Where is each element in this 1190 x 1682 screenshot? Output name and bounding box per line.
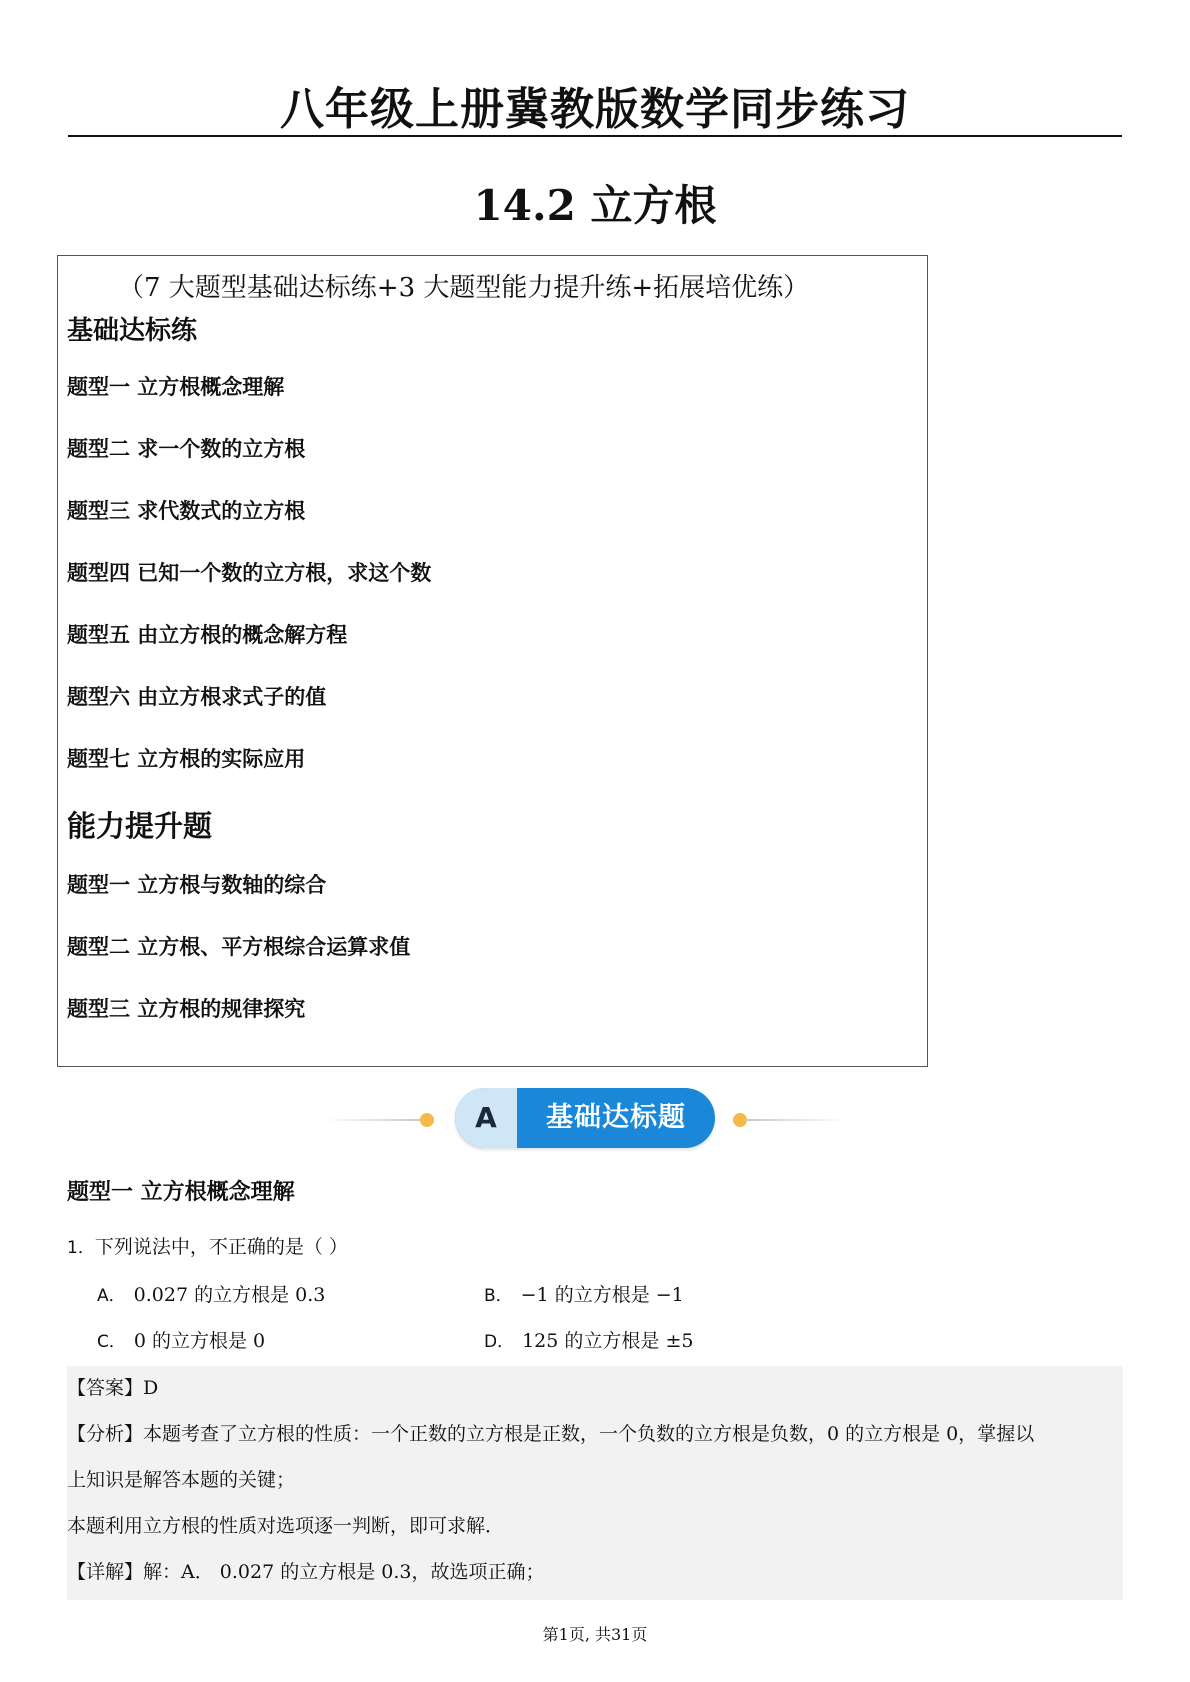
question-type-heading: 题型一 立方根概念理解 (67, 1180, 295, 1205)
analysis-line: 【分析】本题考查了立方根的性质：一个正数的立方根是正数，一个负数的立方根是负数，0 的立方根是 0，掌握以 (67, 1423, 1035, 1445)
option-text: 0.027 的立方根是 0.3 (133, 1284, 326, 1306)
analysis-line: 上知识是解答本题的关键； (67, 1469, 296, 1491)
option-d (484, 1326, 693, 1357)
banner-left-line (325, 1119, 420, 1121)
toc-basic-item: 题型一 立方根概念理解 (67, 375, 285, 399)
question-text: 下列说法中，不正确的是（ ） (94, 1236, 348, 1258)
banner-right-line (745, 1119, 845, 1121)
option-text: −1 的立方根是 −1 (520, 1284, 684, 1306)
banner-pill (455, 1088, 715, 1148)
toc-advanced-item: 题型三 立方根的规律探究 (67, 997, 306, 1021)
option-letter: C． (97, 1332, 126, 1352)
option-b (484, 1280, 684, 1311)
option-c (97, 1326, 265, 1357)
banner-letter: A (455, 1088, 517, 1148)
option-letter: D． (484, 1332, 515, 1352)
question-stem (67, 1232, 348, 1263)
toc-basic-item: 题型五 由立方根的概念解方程 (67, 623, 348, 647)
option-a (97, 1280, 325, 1311)
toc-basic-item: 题型六 由立方根求式子的值 (67, 685, 327, 709)
toc-basic-item: 题型三 求代数式的立方根 (67, 499, 306, 523)
section-title: 14.2 立方根 (473, 181, 717, 230)
toc-advanced-item: 题型二 立方根、平方根综合运算求值 (67, 935, 411, 959)
option-letter: B． (484, 1286, 513, 1306)
toc-subtitle: （7 大题型基础达标练+3 大题型能力提升练+拓展培优练） (118, 273, 810, 303)
option-letter: A． (97, 1286, 126, 1306)
toc-basic-item: 题型四 已知一个数的立方根，求这个数 (67, 561, 432, 585)
document-title: 八年级上册冀教版数学同步练习 (280, 84, 910, 135)
toc-basic-item: 题型二 求一个数的立方根 (67, 437, 306, 461)
analysis-line: 本题利用立方根的性质对选项逐一判断，即可求解． (67, 1515, 505, 1537)
section-banner (325, 1083, 845, 1155)
toc-basic-item: 题型七 立方根的实际应用 (67, 747, 306, 771)
detail-line: 【详解】解：A． 0.027 的立方根是 0.3，故选项正确； (67, 1561, 545, 1583)
option-text: 0 的立方根是 0 (133, 1330, 266, 1352)
answer-explanation (67, 1366, 1123, 1600)
question-number: 1． (67, 1238, 95, 1258)
answer-line: 【答案】D (67, 1377, 159, 1399)
toc-advanced-item: 题型一 立方根与数轴的综合 (67, 873, 327, 897)
title-underline (68, 135, 1122, 137)
page-number: 第1页, 共31页 (542, 1625, 648, 1644)
banner-left-dot (420, 1113, 434, 1127)
banner-label: 基础达标题 (546, 1102, 686, 1133)
table-of-contents (57, 255, 928, 1067)
option-text: 125 的立方根是 ±5 (522, 1330, 694, 1352)
toc-advanced-heading: 能力提升题 (67, 809, 213, 843)
toc-basic-heading: 基础达标练 (67, 316, 198, 346)
